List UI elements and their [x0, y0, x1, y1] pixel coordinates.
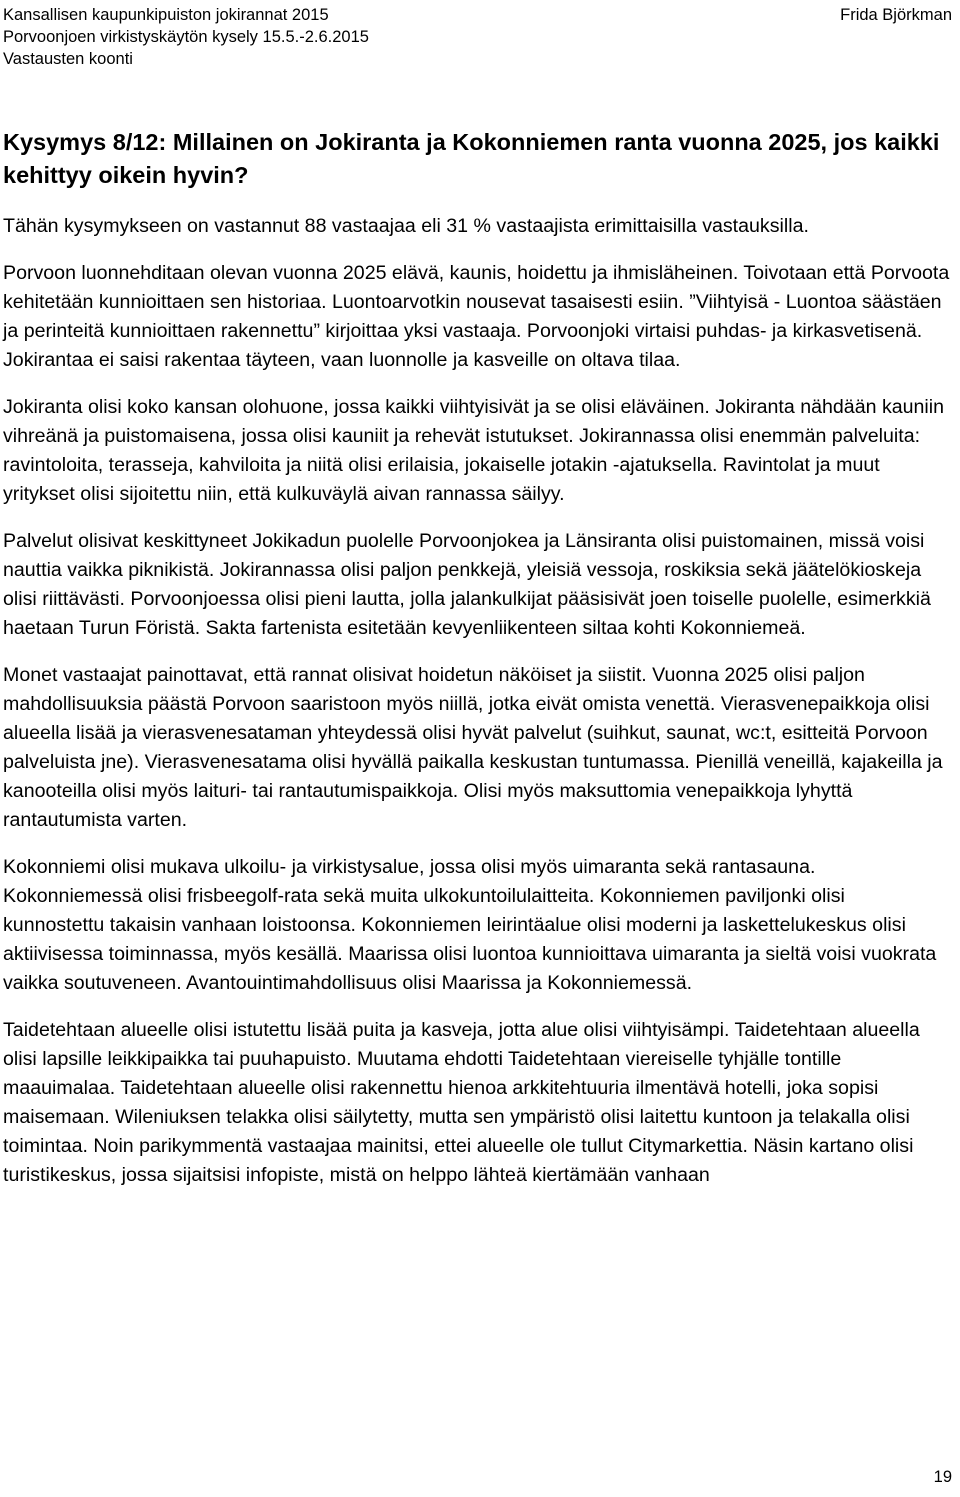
paragraph-kokonniemi: Kokonniemi olisi mukava ulkoilu- ja virkistysalue, jossa olisi myös uimaranta sekä rantasauna. Kokonniemessä olisi frisbeegolf-rata sekä muita ulkokuntoilulaitteita. Kokonniemen paviljonki olisi kunnostettu takaisin vanhaan loistoonsa. Kokonniemen leirintäalue olisi moderni ja laskettelukeskus olisi aktiivisessa toiminnassa, myös kesällä. Maarissa olisi luontoa kunnioittava uimaranta ja sieltä voisi vuokrata vaikka soutuveneen. Avantouintimahdollisuus olisi Maarissa ja Kokonniemessä.	[3, 856, 937, 994]
paragraph-taidetehdas: Taidetehtaan alueelle olisi istutettu lisää puita ja kasveja, jotta alue olisi viihtyisämpi. Taidetehtaan alueella olisi lapsille leikkipaikka tai puuhapuisto. Muutama ehdotti Taidetehtaan viereiselle tyhjälle tontille maauimalaa. Taidetehtaan alueelle olisi rakennettu hienoa arkkitehtuuria ilmentävä hotelli, joka sopisi maisemaan. Wileniuksen telakka olisi säilytetty, mutta sen ympäristö olisi laitettu kuntoon ja telakalla olisi toimintaa. Noin parikymmentä vastaajaa mainitsi, ettei alueelle ole tullut Citymarkettia. Näsin kartano olisi turistikeskus, jossa sijaitsisi infopiste, mistä on helppo lähteä kiertämään vanhaan	[3, 1019, 920, 1186]
page-number: 19	[933, 1468, 952, 1486]
paragraph-riverside-living-room: Jokiranta olisi koko kansan olohuone, jossa kaikki viihtyisivät ja se olisi eläväinen. Jokiranta nähdään kauniin vihreänä ja puistomaisena, jossa olisi kauniit ja rehevät istutukset. Jokirannassa olisi enemmän palveluita: ravintoloita, terasseja, kahviloita ja niitä olisi erilaisia, jokaiselle jotakin -ajatuksella. Ravintolat ja muut yritykset olisi sijoitettu niin, että kulkuväylä aivan rannassa säilyy.	[3, 396, 945, 505]
header-document-type: Vastausten koonti	[3, 50, 133, 68]
paragraph-boating: Monet vastaajat painottavat, että rannat olisivat hoidetun näköiset ja siistit. Vuonna 2025 olisi paljon mahdollisuuksia päästä Porvoon saaristoon myös niillä, jotka eivät omista venettä. Vierasvenepaikkoja olisi alueella lisää ja vierasvenesataman yhteydessä olisi hyvät palvelut (suihkut, saunat, wc:t, esitteitä Porvoon palveluista jne). Vierasvenesatama olisi hyvällä paikalla keskustan tuntumassa. Pienillä veneillä, kajakeilla ja kanooteilla olisi myös laituri- tai rantautumispaikkoja. Olisi myös maksuttomia venepaikkoja lyhyttä rantautumista varten.	[3, 664, 943, 831]
header-left	[3, 4, 369, 70]
question-heading: Kysymys 8/12: Millainen on Jokiranta ja Kokonniemen ranta vuonna 2025, jos kaikki kehittyy oikein hyvin?	[3, 129, 940, 188]
header-right	[840, 4, 952, 26]
document-body	[3, 212, 951, 1208]
paragraph-respondent-summary: Tähän kysymykseen on vastannut 88 vastaajaa eli 31 % vastaajista erimittaisilla vastauksilla.	[3, 215, 809, 237]
header-author: Frida Björkman	[840, 6, 952, 24]
header-project-title: Kansallisen kaupunkipuiston jokirannat 2015	[3, 6, 329, 24]
paragraph-nature-values: Porvoon luonnehditaan olevan vuonna 2025 elävä, kaunis, hoidettu ja ihmisläheinen. Toivotaan että Porvoota kehitetään kunnioittaen sen historiaa. Luontoarvotkin nousevat tasaisesti esiin. ”Viihtyisä - Luontoa säästäen ja perinteitä kunnioittaen rakennettu” kirjoittaa yksi vastaaja. Porvoonjoki virtaisi puhdas- ja kirkasvetisenä. Jokirantaa ei saisi rakentaa täyteen, vaan luonnolle ja kasveille on oltava tilaa.	[3, 262, 950, 371]
paragraph-services: Palvelut olisivat keskittyneet Jokikadun puolelle Porvoonjokea ja Länsiranta olisi puistomainen, missä voisi nauttia vaikka piknikistä. Jokirannassa olisi paljon penkkejä, yleisiä vessoja, roskiksia sekä jäätelökioskeja olisi riittävästi. Porvoonjoessa olisi pieni lautta, jolla jalankulkijat pääsisivät joen toiselle puolelle, esimerkkiä haetaan Turun Föristä. Sakta fartenista esitetään kevyenliikenteen siltaa kohti Kokonniemeä.	[3, 530, 931, 639]
header-survey-title: Porvoonjoen virkistyskäytön kysely 15.5.-2.6.2015	[3, 28, 369, 46]
